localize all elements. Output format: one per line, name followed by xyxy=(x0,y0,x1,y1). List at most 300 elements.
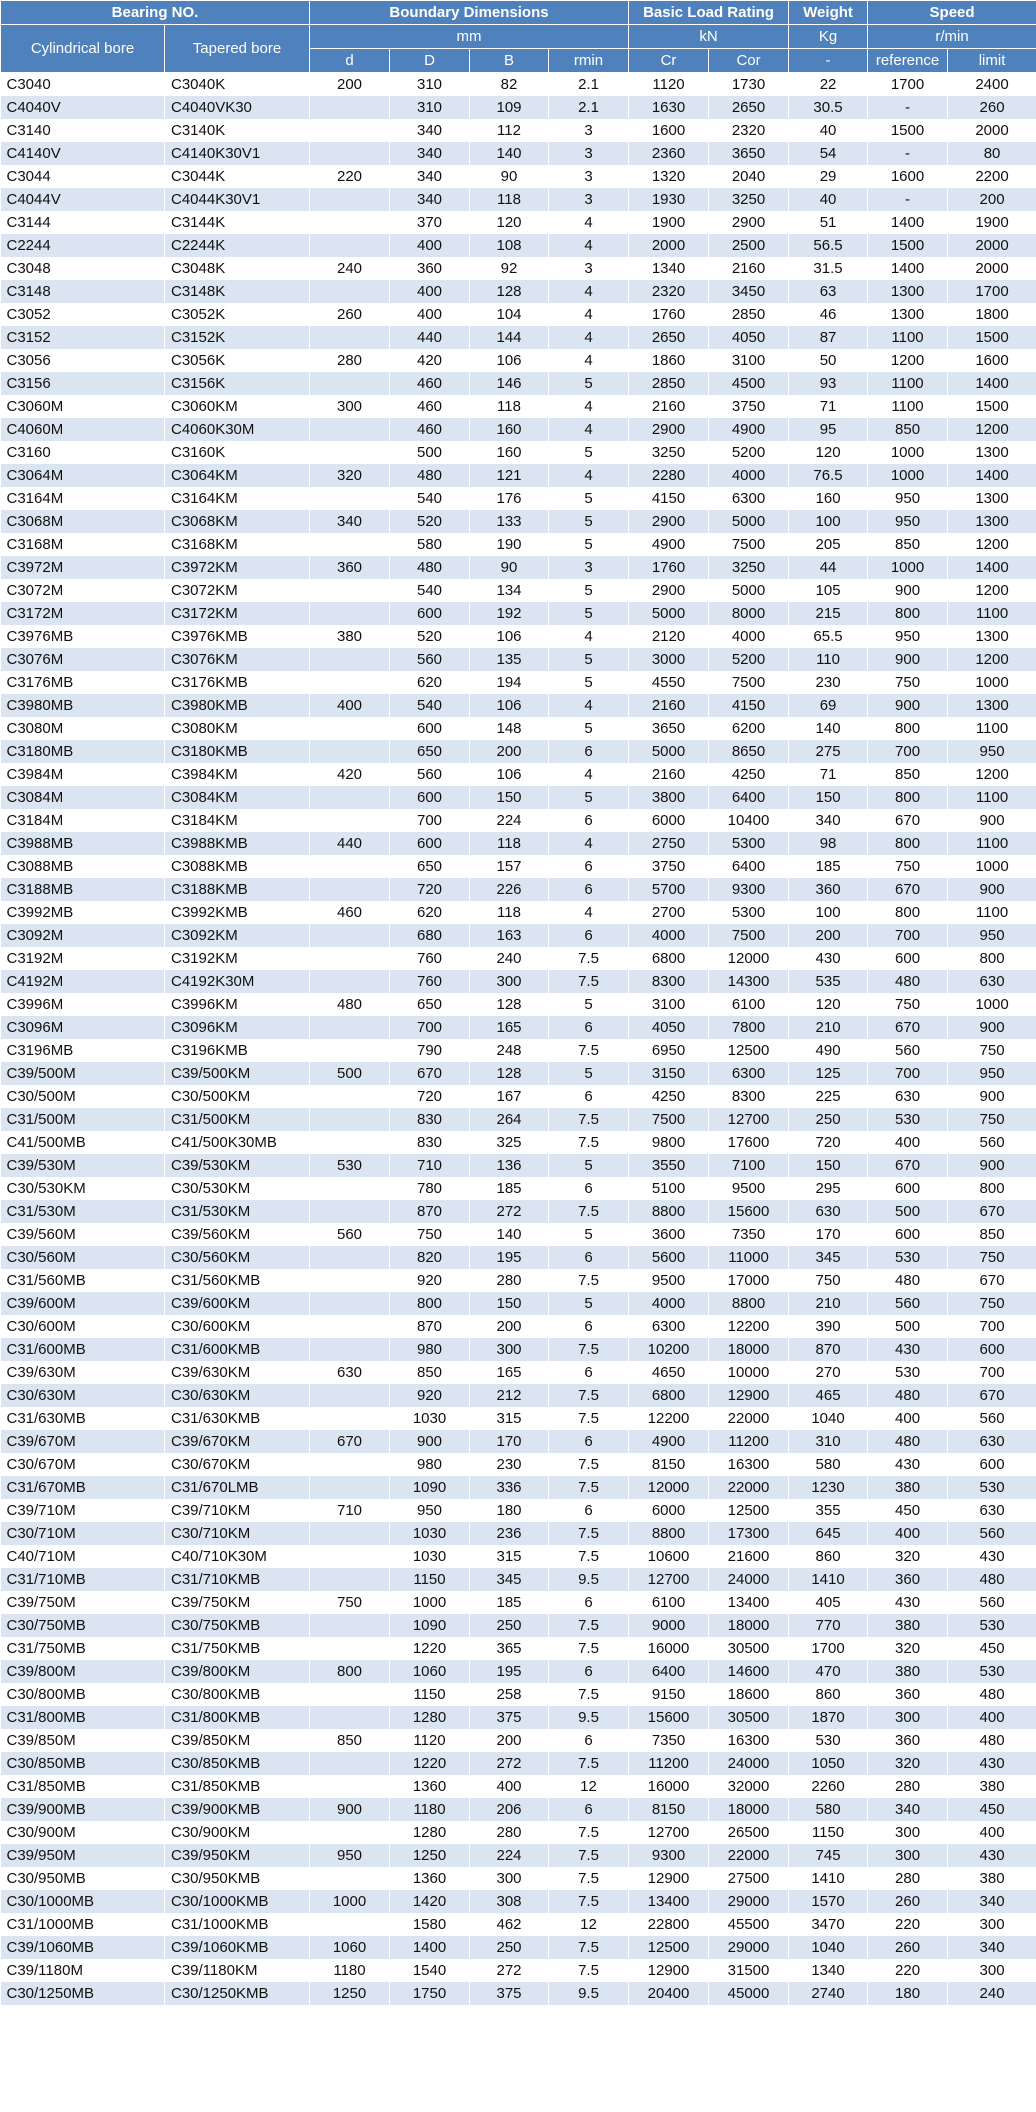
tapered-bore-cell: C30/1250KMB xyxy=(165,1982,310,2005)
d-cell: 440 xyxy=(310,832,390,855)
rmin-cell: 7.5 xyxy=(549,1039,629,1062)
cor-cell: 6300 xyxy=(709,487,789,510)
reference-speed-cell: 670 xyxy=(868,1154,948,1177)
B-cell: 300 xyxy=(470,970,549,993)
reference-speed-cell: 700 xyxy=(868,740,948,763)
weight-cell: 3470 xyxy=(789,1913,868,1936)
cr-cell: 3000 xyxy=(629,648,709,671)
tapered-bore-cell: C3984KM xyxy=(165,763,310,786)
D-cell: 650 xyxy=(390,855,470,878)
D-cell: 1280 xyxy=(390,1821,470,1844)
limit-speed-cell: 750 xyxy=(948,1108,1036,1131)
weight-cell: 100 xyxy=(789,901,868,924)
rmin-cell: 5 xyxy=(549,648,629,671)
rmin-cell: 7.5 xyxy=(549,1844,629,1867)
D-cell: 560 xyxy=(390,648,470,671)
cor-cell: 3100 xyxy=(709,349,789,372)
reference-speed-cell: 530 xyxy=(868,1246,948,1269)
rmin-cell: 5 xyxy=(549,1062,629,1085)
d-cell xyxy=(310,1545,390,1568)
cr-cell: 1900 xyxy=(629,211,709,234)
weight-cell: 355 xyxy=(789,1499,868,1522)
rmin-cell: 6 xyxy=(549,1177,629,1200)
reference-speed-cell: 560 xyxy=(868,1039,948,1062)
cylindrical-bore-cell: C4192M xyxy=(1,970,165,993)
tapered-bore-cell: C30/900KM xyxy=(165,1821,310,1844)
B-cell: 136 xyxy=(470,1154,549,1177)
D-cell: 600 xyxy=(390,602,470,625)
B-cell: 272 xyxy=(470,1959,549,1982)
D-cell: 600 xyxy=(390,832,470,855)
B-cell: 325 xyxy=(470,1131,549,1154)
reference-speed-cell: 280 xyxy=(868,1775,948,1798)
cor-cell: 45500 xyxy=(709,1913,789,1936)
B-cell: 133 xyxy=(470,510,549,533)
weight-cell: 770 xyxy=(789,1614,868,1637)
reference-speed-cell: 1200 xyxy=(868,349,948,372)
cor-cell: 12500 xyxy=(709,1039,789,1062)
reference-speed-cell: 630 xyxy=(868,1085,948,1108)
table-row xyxy=(1,809,1036,832)
table-row xyxy=(1,740,1036,763)
table-row xyxy=(1,533,1036,556)
B-cell: 148 xyxy=(470,717,549,740)
weight-cell: 1040 xyxy=(789,1407,868,1430)
cylindrical-bore-cell: C3084M xyxy=(1,786,165,809)
cr-cell: 9000 xyxy=(629,1614,709,1637)
table-row xyxy=(1,1913,1036,1936)
B-cell: 120 xyxy=(470,211,549,234)
cylindrical-bore-cell: C3180MB xyxy=(1,740,165,763)
weight-cell: 580 xyxy=(789,1798,868,1821)
reference-speed-cell: 530 xyxy=(868,1108,948,1131)
weight-cell: 71 xyxy=(789,763,868,786)
reference-speed-cell: 800 xyxy=(868,901,948,924)
cor-cell: 4000 xyxy=(709,464,789,487)
cor-cell: 12900 xyxy=(709,1384,789,1407)
B-cell: 150 xyxy=(470,786,549,809)
table-row xyxy=(1,1982,1036,2005)
table-row xyxy=(1,234,1036,257)
limit-speed-cell: 700 xyxy=(948,1315,1036,1338)
weight-cell: 270 xyxy=(789,1361,868,1384)
cylindrical-bore-cell: C3068M xyxy=(1,510,165,533)
limit-speed-cell: 400 xyxy=(948,1821,1036,1844)
tapered-bore-cell: C30/800KMB xyxy=(165,1683,310,1706)
cor-cell: 3650 xyxy=(709,142,789,165)
d-cell xyxy=(310,671,390,694)
cr-cell: 12000 xyxy=(629,1476,709,1499)
table-row xyxy=(1,441,1036,464)
cylindrical-bore-cell: C3048 xyxy=(1,257,165,280)
D-cell: 850 xyxy=(390,1361,470,1384)
B-cell: 106 xyxy=(470,625,549,648)
limit-speed-cell: 450 xyxy=(948,1798,1036,1821)
tapered-bore-cell: C39/530KM xyxy=(165,1154,310,1177)
reference-speed-cell: - xyxy=(868,96,948,119)
cylindrical-bore-cell: C4040V xyxy=(1,96,165,119)
table-row xyxy=(1,1292,1036,1315)
tapered-bore-cell: C3072KM xyxy=(165,579,310,602)
tapered-bore-cell: C3080KM xyxy=(165,717,310,740)
cylindrical-bore-cell: C3044 xyxy=(1,165,165,188)
B-cell: 128 xyxy=(470,1062,549,1085)
limit-speed-cell: 1200 xyxy=(948,533,1036,556)
weight-cell: 170 xyxy=(789,1223,868,1246)
cylindrical-bore-cell: C3188MB xyxy=(1,878,165,901)
cor-cell: 5300 xyxy=(709,901,789,924)
cor-cell: 15600 xyxy=(709,1200,789,1223)
table-row xyxy=(1,1683,1036,1706)
d-cell xyxy=(310,142,390,165)
B-cell: 264 xyxy=(470,1108,549,1131)
cylindrical-bore-cell: C3072M xyxy=(1,579,165,602)
cor-cell: 22000 xyxy=(709,1407,789,1430)
cylindrical-bore-cell: C31/1000MB xyxy=(1,1913,165,1936)
reference-speed-cell: 380 xyxy=(868,1660,948,1683)
D-cell: 980 xyxy=(390,1453,470,1476)
limit-speed-cell: 2400 xyxy=(948,73,1036,97)
cylindrical-bore-cell: C3088MB xyxy=(1,855,165,878)
cr-cell: 2120 xyxy=(629,625,709,648)
tapered-bore-cell: C31/670LMB xyxy=(165,1476,310,1499)
cylindrical-bore-cell: C3144 xyxy=(1,211,165,234)
cr-cell: 7500 xyxy=(629,1108,709,1131)
weight-cell: 1340 xyxy=(789,1959,868,1982)
cr-cell: 3800 xyxy=(629,786,709,809)
rmin-cell: 5 xyxy=(549,533,629,556)
reference-speed-cell: 700 xyxy=(868,1062,948,1085)
d-cell xyxy=(310,579,390,602)
reference-speed-cell: 1100 xyxy=(868,326,948,349)
table-row xyxy=(1,1016,1036,1039)
d-cell xyxy=(310,1407,390,1430)
cylindrical-bore-cell: C4060M xyxy=(1,418,165,441)
B-cell: 135 xyxy=(470,648,549,671)
limit-speed-cell: 1600 xyxy=(948,349,1036,372)
cr-cell: 2700 xyxy=(629,901,709,924)
cylindrical-bore-cell: C3040 xyxy=(1,73,165,97)
tapered-bore-cell: C3996KM xyxy=(165,993,310,1016)
cr-cell: 3150 xyxy=(629,1062,709,1085)
D-cell: 900 xyxy=(390,1430,470,1453)
D-cell: 1090 xyxy=(390,1614,470,1637)
d-cell xyxy=(310,1338,390,1361)
weight-cell: 215 xyxy=(789,602,868,625)
cr-cell: 1860 xyxy=(629,349,709,372)
limit-speed-cell: 1300 xyxy=(948,694,1036,717)
B-cell: 121 xyxy=(470,464,549,487)
cor-cell: 14600 xyxy=(709,1660,789,1683)
d-cell xyxy=(310,602,390,625)
weight-cell: 95 xyxy=(789,418,868,441)
d-cell xyxy=(310,234,390,257)
cylindrical-bore-cell: C30/670M xyxy=(1,1453,165,1476)
cr-cell: 4000 xyxy=(629,924,709,947)
tapered-bore-cell: C3076KM xyxy=(165,648,310,671)
limit-speed-cell: 530 xyxy=(948,1476,1036,1499)
d-cell: 1180 xyxy=(310,1959,390,1982)
D-cell: 600 xyxy=(390,786,470,809)
rmin-cell: 9.5 xyxy=(549,1982,629,2005)
rmin-cell: 7.5 xyxy=(549,1338,629,1361)
cr-cell: 2000 xyxy=(629,234,709,257)
tapered-bore-cell: C39/560KM xyxy=(165,1223,310,1246)
d-cell: 360 xyxy=(310,556,390,579)
col-limit-header: limit xyxy=(948,49,1036,73)
weight-cell: 490 xyxy=(789,1039,868,1062)
rmin-cell: 4 xyxy=(549,303,629,326)
reference-speed-cell: 850 xyxy=(868,533,948,556)
D-cell: 340 xyxy=(390,188,470,211)
rmin-cell: 7.5 xyxy=(549,1890,629,1913)
rmin-cell: 7.5 xyxy=(549,1614,629,1637)
B-cell: 200 xyxy=(470,1729,549,1752)
cor-cell: 4500 xyxy=(709,372,789,395)
B-cell: 250 xyxy=(470,1614,549,1637)
D-cell: 540 xyxy=(390,694,470,717)
d-cell xyxy=(310,1614,390,1637)
cylindrical-bore-cell: C3156 xyxy=(1,372,165,395)
d-cell xyxy=(310,809,390,832)
B-cell: 118 xyxy=(470,395,549,418)
d-cell xyxy=(310,1292,390,1315)
reference-speed-cell: - xyxy=(868,188,948,211)
d-cell xyxy=(310,372,390,395)
tapered-bore-cell: C30/850KMB xyxy=(165,1752,310,1775)
rmin-cell: 5 xyxy=(549,717,629,740)
tapered-bore-cell: C4040VK30 xyxy=(165,96,310,119)
tapered-bore-cell: C31/500KM xyxy=(165,1108,310,1131)
D-cell: 400 xyxy=(390,280,470,303)
table-header xyxy=(1,1,1036,73)
rmin-cell: 5 xyxy=(549,510,629,533)
cr-cell: 16000 xyxy=(629,1775,709,1798)
d-cell: 380 xyxy=(310,625,390,648)
d-cell: 320 xyxy=(310,464,390,487)
B-cell: 109 xyxy=(470,96,549,119)
table-row xyxy=(1,1200,1036,1223)
D-cell: 830 xyxy=(390,1131,470,1154)
cylindrical-bore-cell: C4044V xyxy=(1,188,165,211)
table-row xyxy=(1,1039,1036,1062)
table-row xyxy=(1,1936,1036,1959)
limit-speed-cell: 2000 xyxy=(948,234,1036,257)
bearing-no-header: Bearing NO. xyxy=(1,1,310,25)
tapered-bore-cell: C39/950KM xyxy=(165,1844,310,1867)
limit-speed-cell: 800 xyxy=(948,947,1036,970)
limit-speed-cell: 900 xyxy=(948,1016,1036,1039)
reference-speed-cell: 480 xyxy=(868,1269,948,1292)
B-cell: 157 xyxy=(470,855,549,878)
d-cell: 630 xyxy=(310,1361,390,1384)
D-cell: 620 xyxy=(390,671,470,694)
table-row xyxy=(1,855,1036,878)
cr-cell: 8800 xyxy=(629,1200,709,1223)
limit-speed-cell: 560 xyxy=(948,1131,1036,1154)
limit-speed-cell: 560 xyxy=(948,1407,1036,1430)
col-cr-header: Cr xyxy=(629,49,709,73)
rmin-cell: 7.5 xyxy=(549,1269,629,1292)
cylindrical-bore-cell: C3160 xyxy=(1,441,165,464)
d-cell: 220 xyxy=(310,165,390,188)
tapered-bore-cell: C30/950KMB xyxy=(165,1867,310,1890)
table-row xyxy=(1,165,1036,188)
cor-cell: 2160 xyxy=(709,257,789,280)
B-cell: 106 xyxy=(470,349,549,372)
limit-speed-cell: 800 xyxy=(948,1177,1036,1200)
reference-speed-cell: 950 xyxy=(868,625,948,648)
cr-cell: 8150 xyxy=(629,1453,709,1476)
D-cell: 1280 xyxy=(390,1706,470,1729)
cylindrical-bore-cell: C39/900MB xyxy=(1,1798,165,1821)
B-cell: 165 xyxy=(470,1361,549,1384)
tapered-bore-cell: C31/630KMB xyxy=(165,1407,310,1430)
rpm-unit-header: r/min xyxy=(868,25,1036,49)
d-cell: 900 xyxy=(310,1798,390,1821)
cr-cell: 3750 xyxy=(629,855,709,878)
tapered-bore-cell: C39/630KM xyxy=(165,1361,310,1384)
rmin-cell: 4 xyxy=(549,326,629,349)
table-row xyxy=(1,648,1036,671)
D-cell: 460 xyxy=(390,372,470,395)
B-cell: 104 xyxy=(470,303,549,326)
weight-header: Weight xyxy=(789,1,868,25)
D-cell: 1030 xyxy=(390,1545,470,1568)
cor-cell: 9300 xyxy=(709,878,789,901)
weight-cell: 160 xyxy=(789,487,868,510)
weight-cell: 225 xyxy=(789,1085,868,1108)
cylindrical-bore-cell: C30/500M xyxy=(1,1085,165,1108)
cr-cell: 6000 xyxy=(629,1499,709,1522)
weight-cell: 2740 xyxy=(789,1982,868,2005)
rmin-cell: 6 xyxy=(549,1085,629,1108)
d-cell xyxy=(310,1269,390,1292)
cylindrical-bore-cell: C39/800M xyxy=(1,1660,165,1683)
table-row xyxy=(1,1246,1036,1269)
cr-cell: 4900 xyxy=(629,1430,709,1453)
reference-speed-cell: 300 xyxy=(868,1821,948,1844)
D-cell: 1030 xyxy=(390,1522,470,1545)
limit-speed-cell: 750 xyxy=(948,1246,1036,1269)
table-row xyxy=(1,1338,1036,1361)
D-cell: 480 xyxy=(390,556,470,579)
rmin-cell: 3 xyxy=(549,556,629,579)
d-cell: 460 xyxy=(310,901,390,924)
weight-cell: 745 xyxy=(789,1844,868,1867)
weight-cell: 870 xyxy=(789,1338,868,1361)
cor-cell: 13400 xyxy=(709,1591,789,1614)
cr-cell: 6100 xyxy=(629,1591,709,1614)
d-cell: 670 xyxy=(310,1430,390,1453)
rmin-cell: 4 xyxy=(549,694,629,717)
cor-cell: 7500 xyxy=(709,533,789,556)
table-row xyxy=(1,717,1036,740)
limit-speed-cell: 700 xyxy=(948,1361,1036,1384)
d-cell xyxy=(310,211,390,234)
cor-cell: 10000 xyxy=(709,1361,789,1384)
weight-cell: 390 xyxy=(789,1315,868,1338)
cor-cell: 24000 xyxy=(709,1752,789,1775)
table-row xyxy=(1,211,1036,234)
d-cell xyxy=(310,1131,390,1154)
weight-cell: 98 xyxy=(789,832,868,855)
B-cell: 134 xyxy=(470,579,549,602)
weight-cell: 93 xyxy=(789,372,868,395)
cor-cell: 2500 xyxy=(709,234,789,257)
speed-header: Speed xyxy=(868,1,1036,25)
rmin-cell: 7.5 xyxy=(549,1384,629,1407)
rmin-cell: 6 xyxy=(549,1499,629,1522)
cylindrical-bore-cell: C39/600M xyxy=(1,1292,165,1315)
tapered-bore-cell: C39/1060KMB xyxy=(165,1936,310,1959)
cylindrical-bore-cell: C3164M xyxy=(1,487,165,510)
reference-speed-cell: 300 xyxy=(868,1706,948,1729)
cylindrical-bore-cell: C31/500M xyxy=(1,1108,165,1131)
cr-cell: 6950 xyxy=(629,1039,709,1062)
d-cell xyxy=(310,1453,390,1476)
reference-speed-cell: 320 xyxy=(868,1637,948,1660)
rmin-cell: 2.1 xyxy=(549,96,629,119)
cr-cell: 9800 xyxy=(629,1131,709,1154)
cr-cell: 2900 xyxy=(629,510,709,533)
cor-cell: 45000 xyxy=(709,1982,789,2005)
weight-cell: 40 xyxy=(789,188,868,211)
B-cell: 258 xyxy=(470,1683,549,1706)
limit-speed-cell: 1000 xyxy=(948,993,1036,1016)
reference-speed-cell: 360 xyxy=(868,1568,948,1591)
weight-cell: 295 xyxy=(789,1177,868,1200)
cor-cell: 21600 xyxy=(709,1545,789,1568)
table-row xyxy=(1,1591,1036,1614)
cr-cell: 16000 xyxy=(629,1637,709,1660)
B-cell: 315 xyxy=(470,1545,549,1568)
cor-cell: 2320 xyxy=(709,119,789,142)
D-cell: 1750 xyxy=(390,1982,470,2005)
D-cell: 370 xyxy=(390,211,470,234)
table-row xyxy=(1,349,1036,372)
table-row xyxy=(1,625,1036,648)
cor-cell: 29000 xyxy=(709,1936,789,1959)
rmin-cell: 5 xyxy=(549,786,629,809)
table-row xyxy=(1,1407,1036,1430)
reference-speed-cell: 1000 xyxy=(868,441,948,464)
cr-cell: 12900 xyxy=(629,1867,709,1890)
reference-speed-cell: 450 xyxy=(868,1499,948,1522)
cylindrical-bore-cell: C31/560MB xyxy=(1,1269,165,1292)
tapered-bore-cell: C3088KMB xyxy=(165,855,310,878)
limit-speed-cell: 1200 xyxy=(948,763,1036,786)
cylindrical-bore-cell: C3152 xyxy=(1,326,165,349)
table-row xyxy=(1,1637,1036,1660)
table-row xyxy=(1,1729,1036,1752)
cylindrical-bore-cell: C30/630M xyxy=(1,1384,165,1407)
weight-cell: 105 xyxy=(789,579,868,602)
reference-speed-cell: 600 xyxy=(868,1177,948,1200)
weight-cell: 275 xyxy=(789,740,868,763)
limit-speed-cell: 240 xyxy=(948,1982,1036,2005)
D-cell: 1580 xyxy=(390,1913,470,1936)
tapered-bore-cell: C3064KM xyxy=(165,464,310,487)
tapered-bore-cell: C30/500KM xyxy=(165,1085,310,1108)
tapered-bore-cell: C31/750KMB xyxy=(165,1637,310,1660)
limit-speed-cell: 900 xyxy=(948,1154,1036,1177)
tapered-bore-cell: C31/560KMB xyxy=(165,1269,310,1292)
limit-speed-cell: 1400 xyxy=(948,556,1036,579)
cylindrical-bore-cell: C31/850MB xyxy=(1,1775,165,1798)
table-row xyxy=(1,73,1036,97)
cor-cell: 6400 xyxy=(709,855,789,878)
